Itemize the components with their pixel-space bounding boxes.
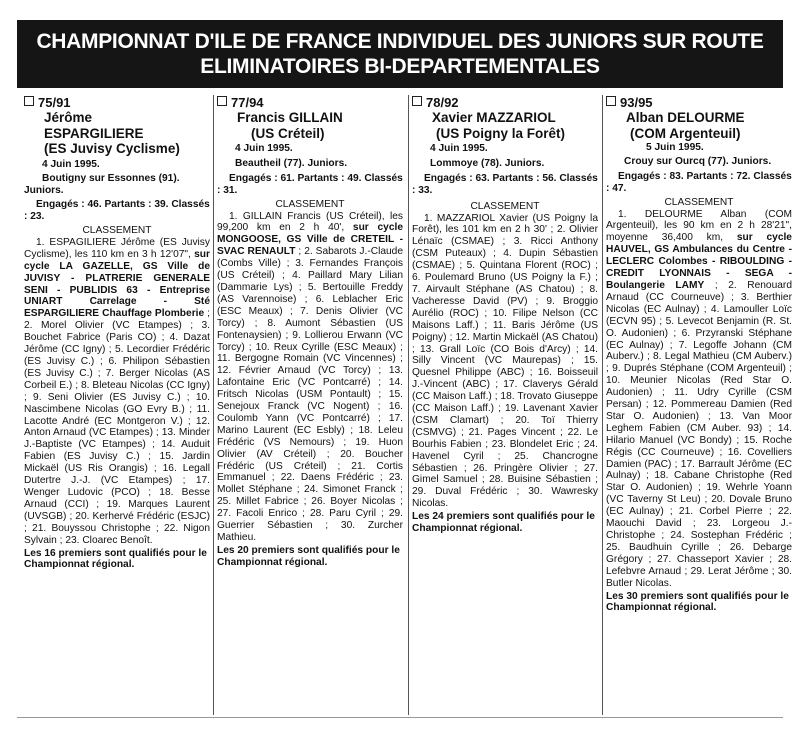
column-93-95 <box>606 95 792 715</box>
race-date: 4 Juin 1995. <box>42 158 100 170</box>
race-stats: Engagés : 83. Partants : 72. Classés : 47. <box>606 170 792 194</box>
qualified-note: Les 24 premiers sont qualifiés pour le Championnat régional. <box>412 511 595 535</box>
classement-heading: CLASSEMENT <box>664 196 734 208</box>
race-place: Boutigny sur Essonnes (91). Juniors. <box>24 173 180 197</box>
race-date: 4 Juin 1995. <box>235 143 293 154</box>
results-text: 1. GILLAIN Francis (US Créteil), les 99,200 km en 2 h 40', sur cycle MONGOOSE, GS Ville de CRETEIL - SVAC RENAULT ; 2. Sabarots J.-Claude (Combs Ville) ; 3. Fernandes François (US Créteil) ; 4. Paillard Mary Lilian (Dammarie Lys) ; 5. Bertouille Freddy (AS Varennoise) ; 6. Leblacher Eric (ESC Meaux) ; 7. Denis Olivier (VC Torcy) ; 8. Aumont Sébastien (US Fontenaysien) ; 9. Lollierou Erwann (VC Torcy) ; 10. Reux Cyrille (ESC Meaux) ; 11. Bergogne Romain (VC Vincennes) ; 12. Février Arnaud (VC Torcy) ; 13. Lafontaine Eric (VC Pontcarré) ; 14. Fritsch Nicolas (USM Pontault) ; 15. Senejoux Franck (VC Nogent) ; 16. Coulomb Yann (VC Pontcarré) ; 17. Marino Laurent (EC Esbly) ; 18. Leleu Frédéric (VS Nemours) ; 19. Huon Olivier (AV Créteil) ; 20. Boucher Frédéric (US Créteil) ; 21. Cortis Emmanuel ; 22. Daens Frédéric ; 23. Mollet Stéphane ; 24. Simonet Franck ; 25. Millet Fabrice ; 26. Boyer Nicolas ; 27. Facoli Enrico ; 28. Paru Cyril ; 29. Guerrier Sébastien ; 30. Zurcher Mathieu. <box>217 210 403 543</box>
department-number: 75/91 <box>24 95 210 110</box>
winner-club: (US Créteil) <box>251 125 325 141</box>
race-stats: Engagés : 63. Partants : 56. Classés : 33. <box>412 172 598 196</box>
winner-club: (COM Argenteuil) <box>630 125 741 141</box>
checkbox-icon <box>606 96 616 106</box>
results-text: 1. DELOURME Alban (COM Argenteuil), les 90 km en 2 h 28'21", moyenne 36,400 km, sur cycle HAUVEL, GS Ambulances du Centre - LECLERC Colombes - RIBOULDING - CREDIT LYONNAIS - SEGA - Boulangerie LAMY ; 2. Renouard Arnaud (CC Courneuve) ; 3. Berthier Nicolas (EC Aulnay) ; 4. Lamouller Loïc (ECVN 95) ; 5. Levecot Benjamin (R. St. O. Audonien) ; 6. Przyranski Stéphane (EC Aulnay) ; 7. Legoffe Johann (CM Auberv.) ; 8. Legal Mathieu (CM Auberv.) ; 9. Duprés Stéphane (COM Argenteuil) ; 10. Meunier Nicolas (Red Star O. Audonien) ; 11. Udry Cyrille (CSM Persan) ; 12. Pommereau Damien (Red Star O. Audonien) ; 13. Van Moor Leghem Fabien (CM Auber. 93) ; 14. Hilario Manuel (VC Bondy) ; 15. Roche Régis (CC Courneuve) ; 16. Covelliers Damien (PAC) ; 17. Barrault Jérôme (EC Aulnay) ; 18. Cabane Christophe (Red Star O. Audonien) ; 19. Wehrle Yoann (VC Taverny St Leu) ; 20. Dovale Bruno (EC Aulnay) ; 21. Corbel Pierre ; 22. Maouchi David ; 23. Lorgeou J.-Christophe ; 24. Sostephan Frédéric ; 25. Baudhuin Cyrille ; 26. Debarge Grégory ; 27. Chasseport Xavier ; 28. Lefebvre Arnaud ; 29. Lerat Jérôme ; 30. Butler Nicolas. <box>606 208 792 589</box>
department-number: 93/95 <box>606 95 792 110</box>
winner-name: Alban DELOURME <box>626 110 745 125</box>
winner-club: (ES Juvisy Cyclisme) <box>44 141 180 156</box>
bottom-rule <box>17 717 783 718</box>
race-place: Crouy sur Ourcq (77). Juniors. <box>624 155 772 167</box>
column-75-91 <box>24 95 210 715</box>
winner-club: (US Poigny la Forêt) <box>436 125 566 141</box>
winner-last-name: ESPARGILIERE <box>44 125 144 141</box>
race-stats: Engagés : 61. Partants : 49. Classés : 31. <box>217 172 403 196</box>
race-date: 5 Juin 1995. <box>646 142 704 153</box>
department-number: 77/94 <box>217 95 403 110</box>
winner-name: Xavier MAZZARIOL <box>432 110 556 125</box>
classement-heading: CLASSEMENT <box>470 200 540 212</box>
winner-name: Francis GILLAIN <box>237 110 343 125</box>
classement-heading: CLASSEMENT <box>275 198 345 210</box>
column-divider <box>602 95 603 715</box>
department-number: 78/92 <box>412 95 598 110</box>
checkbox-icon <box>217 96 227 106</box>
column-77-94 <box>217 95 403 715</box>
race-stats: Engagés : 46. Partants : 39. Classés : 23. <box>24 199 210 223</box>
race-date: 4 Juin 1995. <box>430 143 488 154</box>
race-place: Lommoye (78). Juniors. <box>430 157 545 169</box>
qualified-note: Les 20 premiers sont qualifiés pour le Championnat régional. <box>217 544 400 568</box>
column-divider <box>408 95 409 715</box>
qualified-note: Les 16 premiers sont qualifiés pour le Championnat régional. <box>24 547 207 571</box>
checkbox-icon <box>412 96 422 106</box>
results-text: 1. ESPAGILIERE Jérôme (ES Juvisy Cyclisme), les 110 km en 3 h 12'07", sur cycle LA GAZELLE, GS Ville de JUVISY - PLATRERIE GENERALE SENI - PUBLIDIS 63 - Entreprise UNIART Carrelage - Sté ESPARGILIERE Chauffage Plomberie ; 2. Morel Olivier (VC Etampes) ; 3. Bouchet Fabrice (Paris CO) ; 4. Dazat Jérôme (CC Igny) ; 5. Lecordier Frédéric (ES Juvisy C.) ; 6. Philipon Sébastien (ES Juvisy C.) ; 7. Berger Nicolas (AS Corbeil E.) ; 8. Bleteau Nicolas (CC Igny) ; 9. Seni Olivier (ES Juvisy C.) ; 10. Nascimbene Nicolas (GO Evry B.) ; 11. Lacotte André (EC Montgeron V.) ; 12. Anton Arnaud (VC Etampes) ; 13. Minder J.-Baptiste (VC Etampes) ; 14. Auduit Fabien (ES Juvisy C.) ; 15. Jardin Mickaël (US Ris Orangis) ; 16. Legall Dutertre J.-J. (VC Etampes) ; 17. Wenger Ludovic (PCO) ; 18. Besse Arnaud (CCI) ; 19. Marques Laurent (UVSGB) ; 20. Kerhervé Frédéric (ESJC) ; 21. Bouyssou Christophe ; 22. Nigon Sylvain ; 23. Cloarec Benoît. <box>24 236 210 546</box>
results-text: 1. MAZZARIOL Xavier (US Poigny la Forêt), les 101 km en 2 h 30' ; 2. Olivier Lénaïc (CSMAE) ; 3. Ricci Anthony (CSM Puteaux) ; 4. Dupin Sébastien (CSMAE) ; 5. Quintana Florent (ROC) ; 6. Poulemard Bruno (US Poigny la F.) ; 7. Airvault Stéphane (AS Chatou) ; 8. Vacheresse David (PV) ; 9. Broggio Aurélio (ROC) ; 10. Filipe Nelson (CC Maisons Laff.) ; 11. Baris Jérôme (US Poigny) ; 12. Martin Mickaël (AS Chatou) ; 13. Grall Loïc (CO Bois d'Arcy) ; 14. Silly Vincent (VC Maurepas) ; 15. Quesnel Philippe (ABC) ; 16. Boisseuil J.-Vincent (ABC) ; 17. Claverys Gérald (CC Maison Laff.) ; 18. Trovato Giuseppe (CC Maison Laff.) ; 19. Lavenant Xavier (CSM Clamart) ; 20. Toï Thierry (CSMVG) ; 21. Pages Vincent ; 22. Le Bourhis Fabien ; 23. Blondelet Eric ; 24. Havenel Cyril ; 25. Chancrogne Sébastien ; 26. Pringère Olivier ; 27. Gimel Samuel ; 28. Buisine Sébastien ; 29. Duval Frédéric ; 30. Wawresky Nicolas. <box>412 212 598 510</box>
checkbox-icon <box>24 96 34 106</box>
column-78-92 <box>412 95 598 715</box>
headline-line-1: CHAMPIONNAT D'ILE DE FRANCE INDIVIDUEL DES JUNIORS SUR ROUTE <box>36 30 764 53</box>
classement-heading: CLASSEMENT <box>82 225 152 237</box>
headline-banner <box>17 20 783 88</box>
qualified-note: Les 30 premiers sont qualifiés pour le Championnat régional. <box>606 590 789 614</box>
headline-line-2: ELIMINATOIRES BI-DEPARTEMENTALES <box>200 55 600 78</box>
winner-first-name: Jérôme <box>44 110 93 125</box>
race-place: Beautheil (77). Juniors. <box>235 157 348 169</box>
column-divider <box>213 95 214 715</box>
